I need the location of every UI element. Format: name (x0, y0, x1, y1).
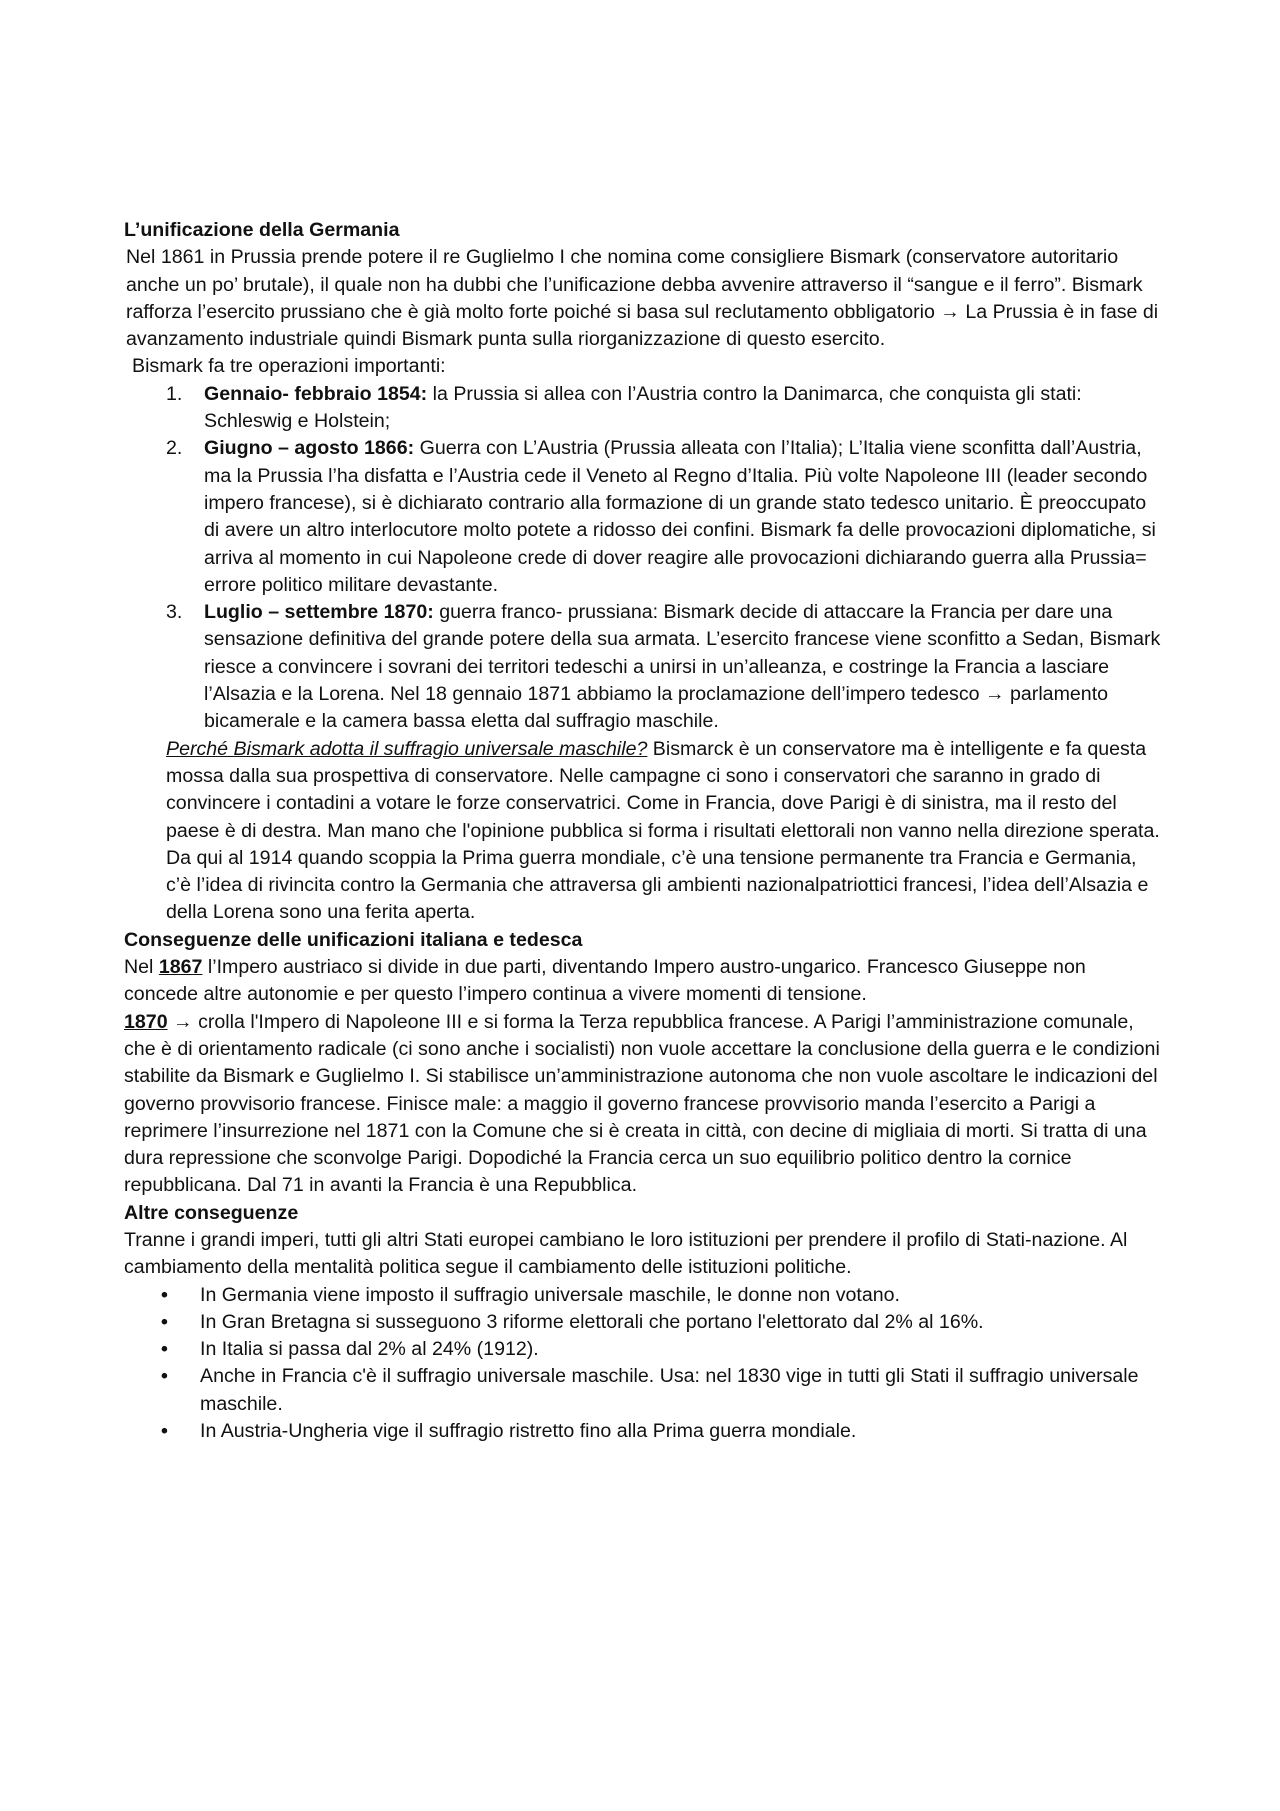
suffrage-question: Perché Bismark adotta il suffragio universale maschile? (166, 737, 648, 760)
list-item-text: In Italia si passa dal 2% al 24% (1912). (200, 1338, 539, 1361)
list-item-text: In Gran Bretagna si susseguono 3 riforme elettorali che portano l'elettorato dal 2% al 16%. (200, 1310, 984, 1333)
altre-conseguenze-intro: Tranne i grandi imperi, tutti gli altri Stati europei cambiano le loro istituzioni per prendere il profilo di Stati-nazione. Al cambiamento della mentalità politica segue il cambiamento delle istituzioni politiche. (124, 1228, 1128, 1279)
paragraph-1870-text: → crolla l'Impero di Napoleone III e si forma la Terza repubblica francese. A Parigi l’amministrazione comunale, che è di orientamento radicale (ci sono anche i socialisti) non vuole accettare la conclusione della guerra e le condizioni stabilite da Bismark e Guglielmo I. Si stabilisce un’amministrazione autonoma che non vuole ascoltare le indicazioni del governo provvisorio francese. Finisce male: a maggio il governo francese provvisorio manda l’esercito a Parigi a reprimere l’insurrezione nel 1871 con la Comune che si è creata in città, con decine di migliaia di morti. Si tratta di una dura repressione che sconvolge Parigi. Dopodiché la Francia cerca un suo equilibrio politico dentro la cornice repubblicana. Dal 71 in avanti la Francia è una Repubblica. (124, 1010, 1160, 1197)
operation-date: Giugno – agosto 1866: (204, 437, 415, 460)
suffrage-answer: Bismarck è un conservatore ma è intelligente e fa questa mossa dalla sua prospettiva di conservatore. Nelle campagne ci sono i conservatori che saranno in grado di convincere i contadini a votare le forze conservatrici. Come in Francia, dove Parigi è di sinistra, ma il resto del paese è di destra. Man mano che l'opinione pubblica si forma i risultati elettorali non vanno nella direzione sperata. (166, 737, 1160, 842)
list-item (124, 1418, 1164, 1445)
operation-text: la Prussia si allea con l’Austria contro la Danimarca, che conquista gli stati: Schleswig e Holstein; (204, 382, 1082, 433)
list-item (124, 1336, 1164, 1363)
suffrage-question-paragraph (124, 736, 1164, 845)
intro-paragraph: Nel 1861 in Prussia prende potere il re Guglielmo I che nomina come consigliere Bismark (conservatore autoritario anche un po’ brutale), il quale non ha dubbi che l’unificazione debba avvenire attraverso il “sangue e il ferro”. Bismark rafforza l’esercito prussiano che è già molto forte poiché si basa sul reclutamento obbligatorio → La Prussia è in fase di avanzamento industriale quindi Bismark punta sulla riorganizzazione di questo esercito. (126, 246, 1159, 351)
list-item (124, 1363, 1164, 1418)
paragraph-1867-text: l’Impero austriaco si divide in due parti, diventando Impero austro-ungarico. Francesco Giuseppe non concede altre autonomie e per questo l’impero continua a vivere momenti di tensione. (124, 956, 1086, 1006)
operation-item (124, 381, 1164, 436)
operation-number: 1. (166, 382, 183, 405)
operation-text: guerra franco- prussiana: Bismark decide di attaccare la Francia per dare una sensazione definitiva del grande potere della sua armata. L’esercito francese viene sconfitto a Sedan, Bismark riesce a convincere i sovrani dei territori tedeschi a unirsi in un’alleanza, e costringe la Francia a lasciare l’Alsazia e la Lorena. Nel 18 gennaio 1871 abbiamo la proclamazione dell’impero tedesco → parlamento bicamerale e la camera bassa eletta dal suffragio maschile. (204, 601, 1161, 733)
bullet-icon: • (161, 1338, 168, 1361)
operation-text: Guerra con L’Austria (Prussia alleata con l’Italia); L’Italia viene sconfitta dall’Austria, ma la Prussia l’ha disfatta e l’Austria cede il Veneto al Regno d’Italia. Più volte Napoleone III (leader secondo impero francese), si è dichiarato contrario alla formazione di un grande stato tedesco unitario. È preoccupato di avere un altro interlocutore molto potete a ridosso dei confini. Bismark fa delle provocazioni diplomatiche, si arriva al momento in cui Napoleone crede di dover reagire alle provocazioni dichiarando guerra alla Prussia= errore politico militare devastante. (204, 437, 1156, 596)
suffrage-list (124, 1282, 1164, 1446)
operations-intro: Bismark fa tre operazioni importanti: (132, 355, 446, 378)
list-item-text: In Germania viene imposto il suffragio universale maschile, le donne non votano. (200, 1283, 900, 1306)
bullet-icon: • (161, 1420, 168, 1443)
operations-list (124, 381, 1164, 736)
paragraph-1867-prefix: Nel (124, 956, 159, 979)
section-heading-conseguenze: Conseguenze delle unificazioni italiana e tedesca (124, 928, 583, 951)
operation-number: 3. (166, 601, 183, 624)
operation-item (124, 435, 1164, 599)
bullet-icon: • (161, 1283, 168, 1306)
operation-date: Gennaio- febbraio 1854: (204, 382, 428, 405)
section-title-germania: L’unificazione della Germania (124, 219, 400, 241)
list-item-text: Anche in Francia c'è il suffragio universale maschile. Usa: nel 1830 vige in tutti gli Stati il suffragio universale maschile. (200, 1365, 1139, 1415)
year-1867: 1867 (158, 956, 203, 979)
tension-paragraph: Da qui al 1914 quando scoppia la Prima guerra mondiale, c’è una tensione permanente tra Francia e Germania, c’è l’idea di rivincita contro la Germania che attraversa gli ambienti nazionalpatriottici francesi, l’idea dell’Alsazia e della Lorena sono una ferita aperta. (166, 846, 1149, 924)
list-item (124, 1282, 1164, 1309)
operation-date: Luglio – settembre 1870: (204, 601, 434, 624)
paragraph-1870 (124, 1009, 1164, 1200)
list-item-text: In Austria-Ungheria vige il suffragio ristretto fino alla Prima guerra mondiale. (200, 1420, 857, 1443)
operation-item (124, 599, 1164, 735)
paragraph-1867 (124, 954, 1164, 1009)
operation-number: 2. (166, 437, 183, 460)
list-item (124, 1309, 1164, 1336)
document-body (124, 217, 1164, 1445)
bullet-icon: • (161, 1310, 168, 1333)
year-1870: 1870 (124, 1010, 168, 1033)
section-heading-altre-conseguenze: Altre conseguenze (124, 1201, 299, 1224)
bullet-icon: • (161, 1365, 168, 1388)
